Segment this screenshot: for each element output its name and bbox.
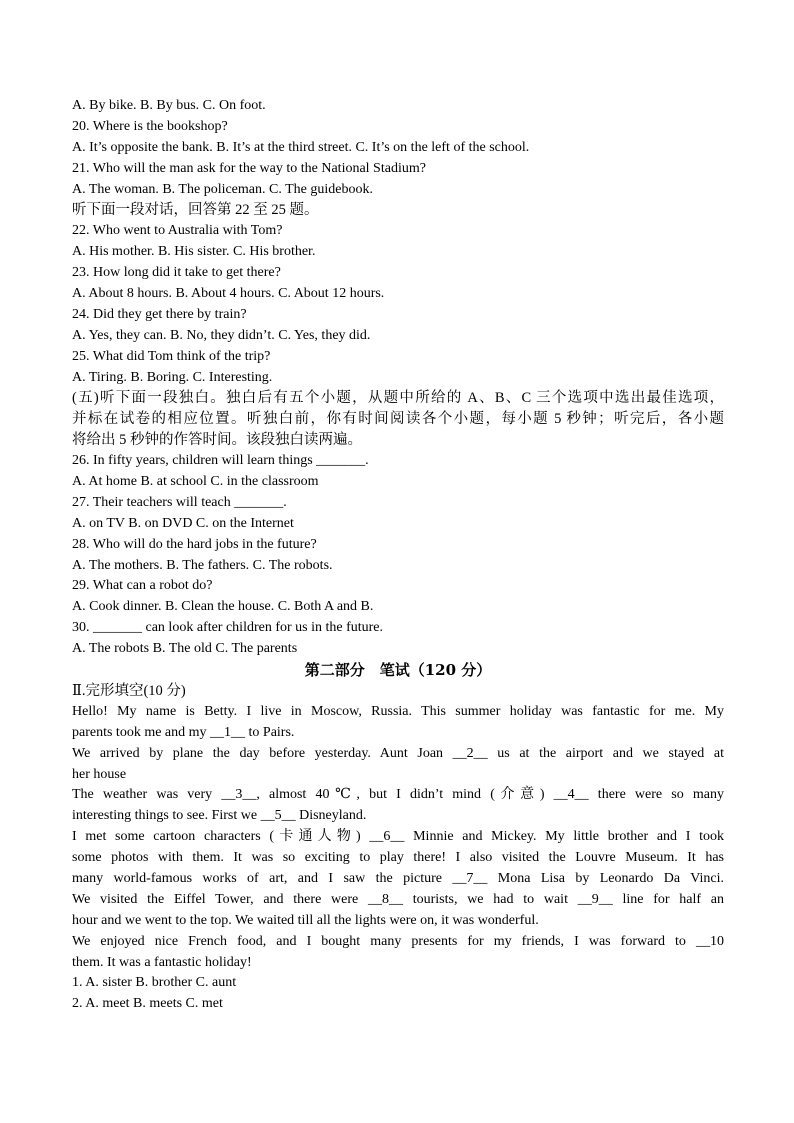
q27-question: 27. Their teachers will teach _______. [72, 494, 287, 510]
q28-question: 28. Who will do the hard jobs in the future? [72, 536, 317, 552]
cloze-section-title: Ⅱ.完形填空(10 分) [72, 682, 186, 699]
cloze-passage-line: many world-famous works of art, and I saw the picture __7__ Mona Lisa by Leonardo Da Vinci. [72, 870, 724, 886]
q25-options: A. Tiring. B. Boring. C. Interesting. [72, 369, 273, 385]
cloze-passage-line: We visited the Eiffel Tower, and there were __8__ tourists, we had to wait __9__ line for half an [72, 891, 724, 907]
q19-options: A. By bike. B. By bus. C. On foot. [72, 98, 266, 113]
monologue-instruction-line-2: 并标在试卷的相应位置。听独白前，你有时间阅读各个小题，每小题 5 秒钟；听完后，各小题 [72, 411, 724, 428]
cloze-passage-line: interesting things to see. First we __5__ Disneyland. [72, 808, 367, 824]
monologue-instruction-line-3: 将给出 5 秒钟的作答时间。该段独白读两遍。 [72, 432, 362, 449]
q23-question: 23. How long did it take to get there? [72, 265, 281, 281]
q25-question: 25. What did Tom think of the trip? [72, 348, 271, 364]
part-two-heading: 第二部分 笔试（120 分） [304, 661, 492, 680]
q26-question: 26. In fifty years, children will learn things _______. [72, 453, 369, 469]
q21-options: A. The woman. B. The policeman. C. The guidebook. [72, 181, 373, 197]
cloze-passage-line: parents took me and my __1__ to Pairs. [72, 724, 295, 740]
dialogue-instruction: 听下面一段对话，回答第 22 至 25 题。 [72, 202, 319, 219]
q22-options: A. His mother. B. His sister. C. His brother. [72, 244, 316, 260]
cloze-passage-line: The weather was very __3__, almost 40℃, but I didn’t mind (介意) __4__ there were so many [72, 787, 724, 803]
cloze-passage-line: We arrived by plane the day before yesterday. Aunt Joan __2__ us at the airport and we stayed at [72, 745, 724, 761]
q20-question: 20. Where is the bookshop? [72, 118, 228, 134]
cloze-q2-options: 2. A. meet B. meets C. met [72, 996, 223, 1012]
cloze-passage-line: some photos with them. It was so exciting to play there! I also visited the Louvre Museum. It has [72, 850, 724, 866]
cloze-passage-line: Hello! My name is Betty. I live in Moscow, Russia. This summer holiday was fantastic for me. My [72, 703, 724, 719]
q29-question: 29. What can a robot do? [72, 578, 213, 594]
cloze-passage-line: I met some cartoon characters (卡通人物) __6__ Minnie and Mickey. My little brother and I took [72, 829, 724, 845]
q30-options: A. The robots B. The old C. The parents [72, 641, 298, 657]
q20-options: A. It’s opposite the bank. B. It’s at the third street. C. It’s on the left of the school. [72, 139, 530, 155]
q22-question: 22. Who went to Australia with Tom? [72, 223, 283, 239]
q28-options: A. The mothers. B. The fathers. C. The robots. [72, 557, 333, 573]
q21-question: 21. Who will the man ask for the way to the National Stadium? [72, 160, 426, 176]
q27-options: A. on TV B. on DVD C. on the Internet [72, 515, 294, 531]
q24-question: 24. Did they get there by train? [72, 306, 247, 322]
q24-options: A. Yes, they can. B. No, they didn’t. C. Yes, they did. [72, 327, 371, 343]
q23-options: A. About 8 hours. B. About 4 hours. C. About 12 hours. [72, 286, 385, 302]
cloze-passage-line: her house [72, 766, 127, 782]
monologue-instruction-line-1: (五)听下面一段独白。独白后有五个小题，从题中所给的 A、B、C 三个选项中选出最佳选项， [72, 390, 724, 407]
q30-question: 30. _______ can look after children for us in the future. [72, 620, 384, 636]
exam-page [72, 96, 724, 1015]
cloze-passage-line: We enjoyed nice French food, and I bought many presents for my friends, I was forward to __10 [72, 933, 724, 949]
q26-options: A. At home B. at school C. in the classroom [72, 474, 319, 490]
q29-options: A. Cook dinner. B. Clean the house. C. Both A and B. [72, 599, 374, 615]
cloze-passage-line: them. It was a fantastic holiday! [72, 954, 252, 970]
cloze-passage-line: hour and we went to the top. We waited till all the lights were on, it was wonderful. [72, 912, 539, 928]
cloze-q1-options: 1. A. sister B. brother C. aunt [72, 975, 237, 991]
